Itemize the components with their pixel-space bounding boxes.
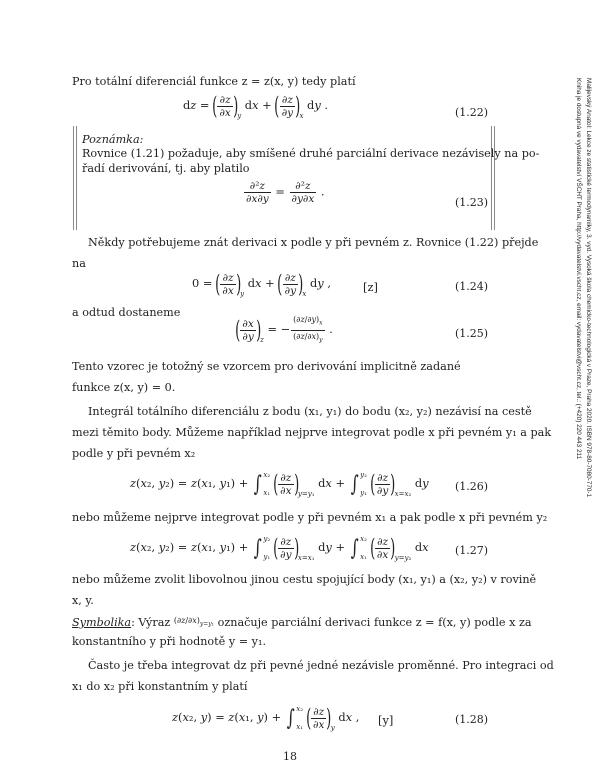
paragraph-line: a odtud dostaneme <box>72 306 181 319</box>
paragraph-line: Často je třeba integrovat dz při pevné jedné nezávisle proměnné. Pro integraci od <box>88 659 554 672</box>
page-number: 18 <box>283 750 297 763</box>
paragraph-line: Integrál totálního diferenciálu z bodu (x₁, y₁) do bodu (x₂, y₂) nezávisí na cestě <box>88 405 532 418</box>
note-left-rule <box>73 126 74 230</box>
symbolika-text: označuje parciální derivaci funkce z = f(x, y) podle x za <box>217 615 532 629</box>
symbolika-expression: $(\partial z/\partial x)_{y=y_1}$ <box>173 616 215 628</box>
equation-number: (1.22) <box>455 106 489 119</box>
paragraph-line: podle y při pevném x₂ <box>72 447 196 460</box>
side-note-line-1: Malijevský Anatol: Lekce ze statistické termodynamiky, 3. vyd. Vysoká škola chemicko-technologická v Praze, Praha 2020. ISBN 978-80-7080-770-1 <box>585 78 592 498</box>
equation-1-25: ( $\frac{\partial x}{\partial y}$ )$_z$ = − $\frac{(\partial z/\partial y)_x}{(\partial z/\partial x)_y}$ . <box>236 314 333 346</box>
paragraph-line: konstantního y při hodnotě y = y₁. <box>72 635 267 648</box>
equation-1-22: dz = ( $\frac{\partial z}{\partial x}$ )$_y$ dx + ( $\frac{\partial z}{\partial y}$ )$_x$ dy . <box>183 92 329 120</box>
equation-number: (1.24) <box>455 280 489 293</box>
equation-number: (1.28) <box>455 713 489 726</box>
paragraph-line: nebo můžeme nejprve integrovat podle y při pevném x₁ a pak podle x při pevném y₂ <box>72 511 548 524</box>
symbolika-text: : Výraz <box>131 615 171 629</box>
note-title: Poznámka: <box>82 133 144 146</box>
equation-number: (1.23) <box>455 196 489 209</box>
equation-1-23: $\frac{\text{∂²z}}{\partial x\partial y}$ = $\frac{\text{∂²z}}{\partial y\partial x}$ . <box>246 180 325 205</box>
note-left-rule <box>76 126 77 230</box>
paragraph-line: Někdy potřebujeme znát derivaci x podle y při pevném z. Rovnice (1.22) přejde <box>88 236 539 249</box>
paragraph-line: mezi těmito body. Můžeme například nejprve integrovat podle x při pevném y₁ a pak <box>72 426 552 439</box>
note-line: řadí derivování, tj. aby platilo <box>82 162 250 175</box>
equation-1-26: z(x₂, y₂) = z(x₁, y₁) + ∫ x₂ x₁ ( $\frac{\partial z}{\partial x}$ )$_{y=y_1}$ dx + ∫ y₂ y₁ ( $\frac{\partial z}{\partial y}$ )$_{x=x_2}$ dy <box>130 470 429 498</box>
equation-number: (1.27) <box>455 544 489 557</box>
paragraph-line: x, y. <box>72 594 94 607</box>
side-publication-note <box>512 78 600 678</box>
paragraph-line: na <box>72 257 86 270</box>
paragraph-line: Tento vzorec je totožný se vzorcem pro derivování implicitně zadané <box>72 360 461 373</box>
paragraph-line: nebo můžeme zvolit libovolnou jinou cestu spojující body (x₁, y₁) a (x₂, y₂) v rovině <box>72 573 537 586</box>
equation-number: (1.26) <box>455 480 489 493</box>
note-right-rule <box>494 126 495 230</box>
equation-1-27: z(x₂, y₂) = z(x₁, y₁) + ∫ y₂ y₁ ( $\frac{\partial z}{\partial y}$ )$_{x=x_1}$ dy + ∫ x₂ x₁ ( $\frac{\partial z}{\partial x}$ )$_{y=y_2}$ dx <box>130 534 429 562</box>
symbolika-line <box>72 614 532 632</box>
note-right-rule <box>491 126 492 230</box>
equation-1-24: 0 = ( $\frac{\partial z}{\partial x}$ )$_y$ dx + ( $\frac{\partial z}{\partial y}$ )$_x$ dy , <box>192 270 331 298</box>
equation-condition: [y] <box>378 713 394 727</box>
equation-condition: [z] <box>363 280 378 294</box>
paragraph-line: x₁ do x₂ při konstantním y platí <box>72 680 248 693</box>
intro-paragraph: Pro totální diferenciál funkce z = z(x, y) tedy platí <box>72 75 356 88</box>
equation-number: (1.25) <box>455 327 489 340</box>
paragraph-line: funkce z(x, y) = 0. <box>72 381 176 394</box>
symbolika-label: Symbolika <box>72 615 132 629</box>
side-note-line-2: Kniha je dostupná ve vydavatelství VŠCHT Praha, http://vydavatelstvi.vscht.cz, email: vydavatelstvi@vscht.cz, tel.: (+420) 220 443 211 <box>575 78 582 460</box>
equation-1-28: z(x₂, y) = z(x₁, y) + ∫ x₂ x₁ ( $\frac{\partial z}{\partial x}$ )$_y$ dx , <box>172 704 360 732</box>
note-line: Rovnice (1.21) požaduje, aby smíšené druhé parciální derivace nezávisely na po- <box>82 147 540 160</box>
